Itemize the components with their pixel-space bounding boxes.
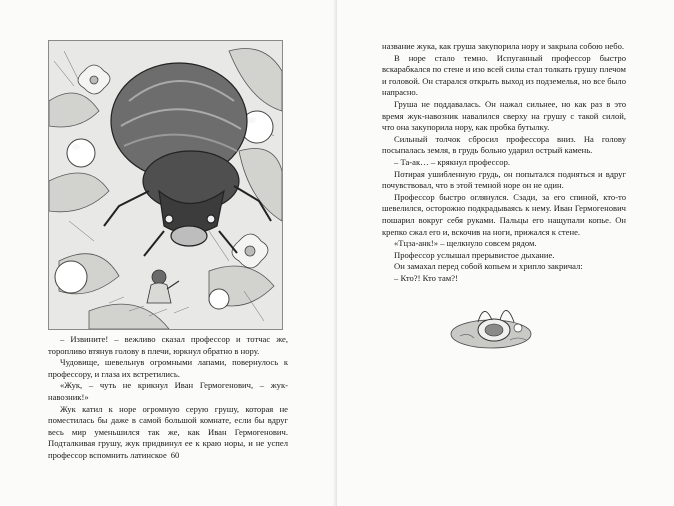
paragraph: «Тцза-анк!» – щелкнуло совсем рядом.	[394, 238, 537, 249]
burrow-vignette	[448, 292, 534, 354]
paragraph: Профессор быстро оглянулся. Сзади, за его спиной, кто-то шевелился, осторожно подкрадываясь к нему. Иван Гермогенович пошарил вокруг себя руками. Пальцы его нащупали копье. Он крепко сжал его и, вскочив на ноги, прижался к стене.	[382, 191, 626, 237]
paragraph: Профессор услышал прерывистое дыхание.	[394, 249, 555, 260]
paragraph: Он замахал перед собой копьем и хрипло закричал:	[394, 261, 583, 272]
right-page-text	[382, 41, 626, 284]
left-page-text	[48, 334, 288, 462]
paragraph: Чудовище, шевельнув огромными лапами, повернулось к профессору, и глаза их встретились.	[48, 357, 288, 379]
beetle-illustration	[48, 40, 283, 330]
paragraph: Сильный толчок сбросил профессора вниз. На голову посыпалась земля, в грудь больно ударил острый камень.	[382, 133, 626, 156]
paragraph: Груша не поддавалась. Он нажал сильнее, но как раз в это время жук-навозник навалился сверху на грушу с такой силой, что она закупорила нору, как пробка бутылку.	[382, 98, 626, 133]
right-page	[337, 0, 674, 506]
beetle-drawing	[49, 41, 282, 329]
paragraph: – Извините! – вежливо сказал профессор и тотчас же, торопливо втянув голову в плечи, юркнул обратно в нору.	[48, 334, 288, 356]
paragraph: – Та-ак… – крякнул профессор.	[394, 156, 511, 167]
paragraph: название жука, как груша закупорила нору и закрыла собою небо.	[382, 41, 625, 51]
paragraph: Потирая ушибленную грудь, он попытался подняться и вдруг почувствовал, что в этой темной норе он не один.	[382, 168, 626, 191]
page-number: 60	[170, 450, 180, 460]
paragraph: «Жук, – чуть не крикнул Иван Гермогенович, – жук-навозник!»	[48, 380, 288, 402]
paragraph: Жук катил к норе огромную серую грушу, которая не поместилась бы даже в самой большой комнате, если бы вдруг весь мир уменьшился так же, как Иван Гермогенович. Подталкивая грушу, жук придвинул ее к краю норы, и не успел профессор вспомнить латинское	[48, 403, 288, 460]
paragraph: – Кто?! Кто там?!	[394, 272, 458, 283]
paragraph: В норе стало темно. Испуганный профессор быстро вскарабкался по стене и изо всей силы стал толкать грушу плечом и головой. Он старался открыть выход из подземелья, но все было напрасно.	[382, 52, 626, 98]
